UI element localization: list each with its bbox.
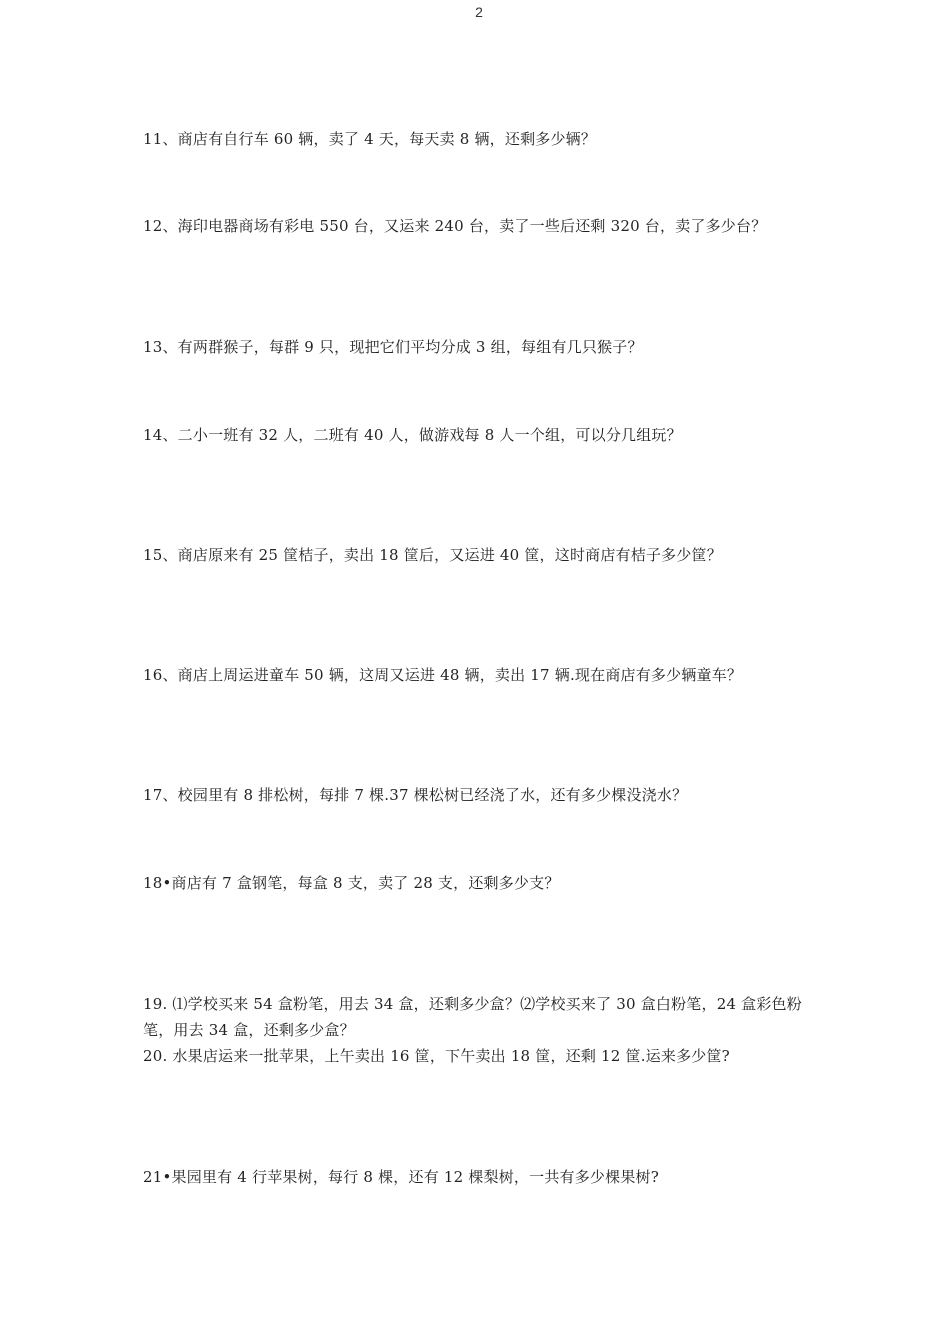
question-17: 17、校园里有 8 排松树，每排 7 棵.37 棵松树已经浇了水，还有多少棵没浇水？ (143, 786, 688, 804)
question-19: 19. ⑴学校买来 54 盒粉笔，用去 34 盒，还剩多少盒？⑵学校买来了 30 盒白粉笔，24 盒彩色粉笔，用去 34 盒，还剩多少盒？ (143, 995, 802, 1039)
page-number: 2 (475, 4, 483, 20)
question-12: 12、海印电器商场有彩电 550 台，又运来 240 台，卖了一些后还剩 320 台，卖了多少台？ (143, 217, 767, 235)
question-20: 20. 水果店运来一批苹果，上午卖出 16 筐，下午卖出 18 筐，还剩 12 筐.运来多少筐? (143, 1047, 730, 1065)
question-14: 14、二小一班有 32 人，二班有 40 人，做游戏每 8 人一个组，可以分几组玩？ (143, 426, 682, 444)
question-16: 16、商店上周运进童车 50 辆，这周又运进 48 辆，卖出 17 辆.现在商店有多少辆童车？ (143, 666, 743, 684)
question-13: 13、有两群猴子，每群 9 只，现把它们平均分成 3 组，每组有几只猴子？ (143, 338, 643, 356)
question-15: 15、商店原来有 25 筐桔子，卖出 18 筐后，又运进 40 筐，这时商店有桔子多少筐？ (143, 546, 722, 564)
question-18: 18•商店有 7 盒钢笔，每盒 8 支，卖了 28 支，还剩多少支？ (143, 874, 560, 892)
question-21: 21•果园里有 4 行苹果树，每行 8 棵，还有 12 棵梨树，一共有多少棵果树? (143, 1168, 659, 1186)
question-11: 11、商店有自行车 60 辆，卖了 4 天，每天卖 8 辆，还剩多少辆？ (143, 130, 597, 148)
